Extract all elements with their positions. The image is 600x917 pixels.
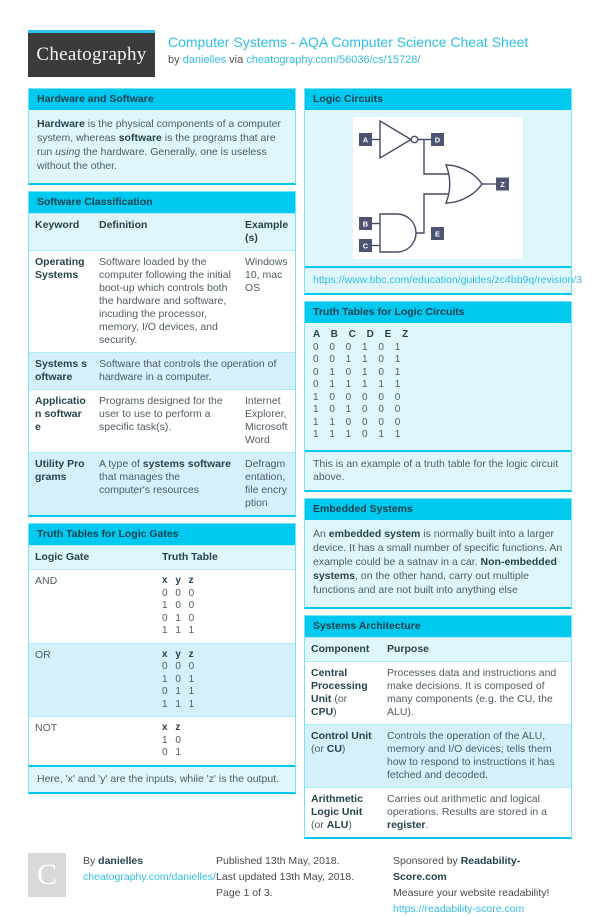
sponsor-tagline: Measure your website readability! bbox=[393, 886, 550, 899]
table-row bbox=[29, 643, 295, 717]
section-title: Systems Architecture bbox=[305, 616, 571, 637]
section-embedded-systems bbox=[304, 498, 572, 609]
header-text bbox=[168, 30, 528, 66]
definition-cell: Software loaded by the computer following the initial boot-up which controls both the hardware and software, incuding the processor, memory, I/O devices, and security. bbox=[99, 256, 231, 346]
section-software-classification bbox=[28, 191, 296, 517]
truth-table-row: 1 0 1 0 0 0 bbox=[313, 404, 401, 415]
purpose-cell: Processes data and instructions and make decisions. It is composed of many components (e.g. the CU, the ALU). bbox=[387, 666, 557, 718]
keyword-cell: Application software bbox=[35, 395, 86, 433]
logic-circuit-diagram bbox=[353, 117, 523, 259]
table-row bbox=[29, 251, 295, 353]
truth-table-header: A B C D E Z bbox=[313, 329, 409, 340]
section-title: Truth Tables for Logic Circuits bbox=[305, 302, 571, 323]
section-body: An embedded system is normally built into a larger device. It has a small number of specific functions. An example could be a satnav in a car. Non-embedded systems, on the other hand, carry out multiple functions and are not built into anything else bbox=[313, 527, 563, 596]
page-number-line: Page 1 of 3. bbox=[216, 886, 273, 899]
purpose-cell: Controls the operation of the ALU, memory and I/O devices; tells them how to respond to instructions it has fetched and decoded. bbox=[387, 729, 555, 781]
input-label-c: C bbox=[362, 241, 369, 251]
sponsor-line: Sponsored by Readability-Score.com bbox=[393, 854, 521, 883]
masthead bbox=[28, 30, 572, 77]
section-systems-architecture bbox=[304, 615, 572, 839]
software-classification-table bbox=[29, 213, 295, 515]
node-label-e: E bbox=[434, 229, 441, 239]
example-cell: Internet Explorer, Microsoft Word bbox=[245, 395, 288, 446]
table-row bbox=[305, 724, 571, 787]
input-label-a: A bbox=[362, 135, 369, 145]
column-header: Purpose bbox=[381, 637, 571, 661]
circuit-truth-table bbox=[305, 323, 571, 450]
updated-line: Last updated 13th May, 2018. bbox=[216, 870, 355, 883]
keyword-cell: Systems software bbox=[35, 358, 87, 383]
byline[interactable]: by danielles via cheatography.com/56036/cs/15728/ bbox=[168, 54, 421, 66]
section-truth-tables-logic-circuits bbox=[304, 301, 572, 492]
definition-cell: Software that controls the operation of hardware in a computer. bbox=[99, 358, 277, 383]
truth-table-row: 0 0 1 1 0 1 bbox=[313, 354, 401, 365]
not-gate-icon bbox=[380, 121, 411, 158]
table-row bbox=[305, 787, 571, 837]
logo-text: Cheatography bbox=[36, 44, 147, 65]
section-body: Hardware is the physical components of a computer system, whereas software is the programs that are run using the hardware. Generally, one is useless without the other. bbox=[37, 118, 281, 172]
table-row bbox=[305, 661, 571, 724]
truth-table-row: 0 0 0 1 0 1 bbox=[313, 341, 401, 353]
column-header: Logic Gate bbox=[29, 546, 156, 570]
section-title: Embedded Systems bbox=[305, 499, 571, 520]
output-label-z: Z bbox=[500, 179, 505, 189]
section-logic-circuits bbox=[304, 88, 583, 295]
purpose-cell: Carries out arithmetic and logical operations. Results are stored in a register. bbox=[387, 792, 547, 831]
gate-name-cell: AND bbox=[35, 575, 58, 587]
truth-table-cell: x z 1 0 0 1 bbox=[162, 722, 181, 758]
component-cell: Arithmetic Logic Unit (or ALU) bbox=[311, 792, 363, 831]
definition-cell: Programs designed for the user to use to perform a specific task(s). bbox=[99, 395, 223, 433]
not-bubble-icon bbox=[411, 136, 417, 142]
logic-gates-table bbox=[29, 545, 295, 765]
published-line: Published 13th May, 2018. bbox=[216, 854, 340, 867]
table-row bbox=[29, 717, 295, 765]
example-cell: Windows 10, macOS bbox=[245, 256, 288, 294]
section-note: Here, 'x' and 'y' are the inputs, while 'z' is the output. bbox=[29, 765, 295, 792]
truth-table-row: 0 1 0 1 0 1 bbox=[313, 366, 401, 378]
table-row bbox=[29, 453, 295, 516]
truth-table-row: 1 1 1 0 1 1 bbox=[313, 429, 401, 440]
systems-architecture-table bbox=[305, 637, 571, 837]
node-label-d: D bbox=[434, 135, 441, 145]
author-line: By danielles bbox=[83, 854, 144, 867]
gate-name-cell: OR bbox=[35, 648, 51, 661]
bbc-reference-link[interactable]: https://www.bbc.com/education/guides/zc4bb9q/revision/3 bbox=[313, 274, 583, 286]
avatar-letter: C bbox=[36, 857, 57, 891]
section-hardware-and-software bbox=[28, 88, 296, 185]
and-gate-icon bbox=[380, 214, 416, 252]
truth-table-row: 0 1 1 1 1 1 bbox=[313, 379, 401, 390]
truth-table-cell: x y z 0 0 0 1 0 1 0 1 1 1 1 1 bbox=[162, 648, 195, 710]
component-cell: Central Processing Unit (or CPU) bbox=[311, 666, 368, 718]
truth-table-row: 1 1 0 0 0 0 bbox=[313, 416, 401, 428]
truth-table-cell: x y z 0 0 0 1 0 0 0 1 0 1 1 1 bbox=[162, 575, 195, 636]
section-title: Software Classification bbox=[29, 192, 295, 213]
section-title: Truth Tables for Logic Gates bbox=[29, 524, 295, 545]
table-row bbox=[29, 390, 295, 453]
or-gate-icon bbox=[446, 165, 482, 203]
logic-diagram-wrap bbox=[305, 110, 571, 266]
column-header: Definition bbox=[93, 214, 239, 251]
footer-author bbox=[83, 853, 216, 917]
table-row bbox=[29, 353, 295, 390]
sponsor-link[interactable]: https://readability-score.com bbox=[393, 902, 525, 915]
input-label-b: B bbox=[362, 219, 369, 229]
footer-sponsor bbox=[393, 853, 572, 917]
section-title: Logic Circuits bbox=[305, 89, 571, 110]
definition-cell: A type of systems software that manages the computer's resources bbox=[99, 458, 231, 496]
column-header: Keyword bbox=[29, 214, 93, 251]
column-header: Component bbox=[305, 637, 381, 661]
keyword-cell: Utility Programs bbox=[35, 458, 85, 483]
component-cell: Control Unit (or CU) bbox=[311, 729, 372, 755]
section-title: Hardware and Software bbox=[29, 89, 295, 110]
section-note: This is an example of a truth table for the logic circuit above. bbox=[305, 450, 571, 490]
right-column bbox=[304, 88, 583, 839]
footer-meta bbox=[216, 853, 393, 917]
page-footer bbox=[28, 853, 572, 917]
column-header: Truth Table bbox=[156, 546, 295, 570]
gate-name-cell: NOT bbox=[35, 722, 58, 734]
example-cell: Defragmentation, file encryption bbox=[245, 458, 288, 509]
cheatography-logo[interactable] bbox=[28, 30, 155, 77]
page-title[interactable]: Computer Systems - AQA Computer Science Cheat Sheet bbox=[168, 34, 529, 50]
keyword-cell: Operating Systems bbox=[35, 256, 85, 281]
truth-table-row: 1 0 0 0 0 0 bbox=[313, 391, 401, 403]
column-header: Example(s) bbox=[239, 214, 295, 251]
left-column bbox=[28, 88, 296, 794]
avatar[interactable] bbox=[28, 853, 66, 897]
author-profile-link[interactable]: cheatography.com/danielles/ bbox=[83, 870, 216, 883]
section-truth-tables-logic-gates bbox=[28, 523, 296, 794]
table-row bbox=[29, 570, 295, 644]
